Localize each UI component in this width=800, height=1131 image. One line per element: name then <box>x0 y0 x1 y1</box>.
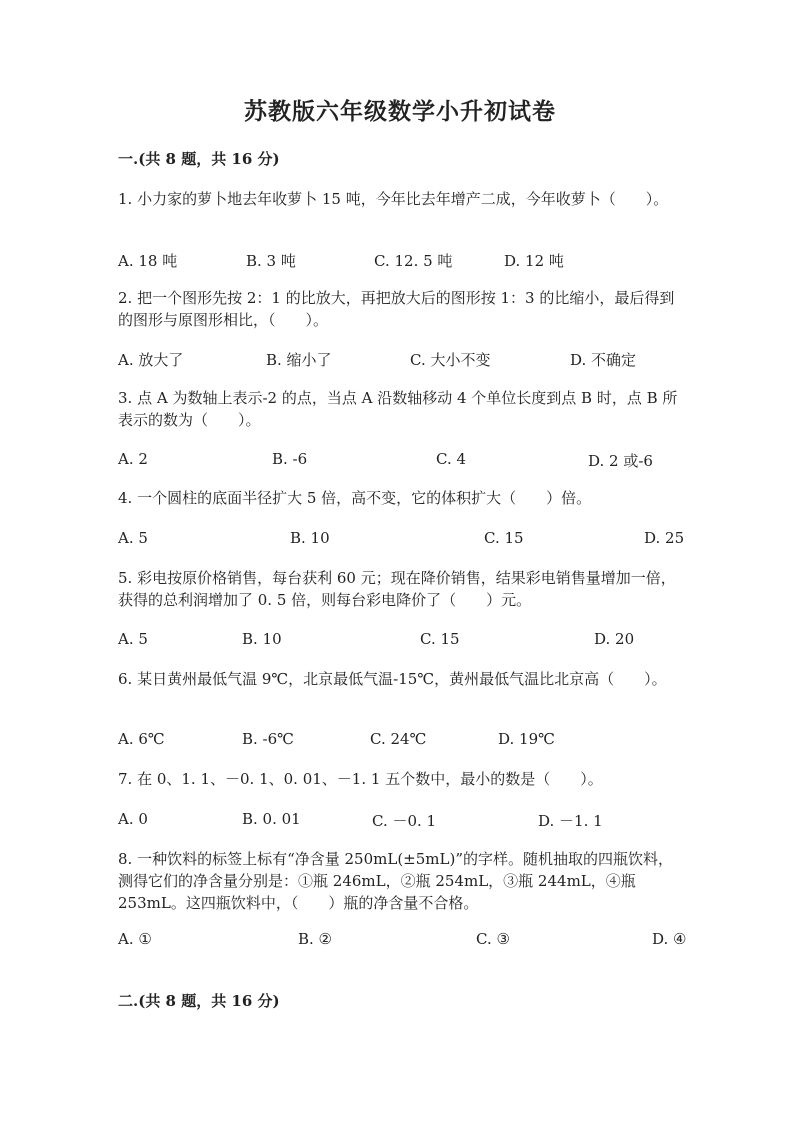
option-4a[interactable]: A. 5 <box>118 529 148 547</box>
question-1: 1. 小力家的萝卜地去年收萝卜 15 吨，今年比去年增产二成，今年收萝卜（ ）。 <box>118 190 669 208</box>
option-2c[interactable]: C. 大小不变 <box>410 351 491 369</box>
options-1 <box>118 250 678 272</box>
option-7c[interactable]: C. －0. 1 <box>372 812 437 830</box>
option-5c[interactable]: C. 15 <box>420 630 460 648</box>
option-1d[interactable]: D. 12 吨 <box>504 252 564 270</box>
option-6c[interactable]: C. 24℃ <box>370 730 427 748</box>
option-5d[interactable]: D. 20 <box>594 630 635 648</box>
option-6d[interactable]: D. 19℃ <box>498 730 555 748</box>
question-6: 6. 某日黄州最低气温 9℃，北京最低气温-15℃，黄州最低气温比北京高（ ）。 <box>118 670 667 688</box>
option-2b[interactable]: B. 缩小了 <box>266 351 332 369</box>
option-2a[interactable]: A. 放大了 <box>118 351 184 369</box>
options-4 <box>118 529 685 551</box>
options-7 <box>118 810 678 832</box>
question-3: 3. 点 A 为数轴上表示-2 的点，当点 A 沿数轴移动 4 个单位长度到点 B 时，点 B 所表示的数为（ ）。 <box>118 389 678 429</box>
option-4b[interactable]: B. 10 <box>290 529 330 547</box>
option-3b[interactable]: B. -6 <box>272 450 308 468</box>
question-7: 7. 在 0、1. 1、－0. 1、0. 01、－1. 1 五个数中，最小的数是（ ）。 <box>118 770 603 788</box>
option-8b[interactable]: B. ② <box>298 930 333 948</box>
options-3 <box>118 450 678 472</box>
option-6b[interactable]: B. -6℃ <box>242 730 294 748</box>
option-5a[interactable]: A. 5 <box>118 630 148 648</box>
options-5 <box>118 630 678 652</box>
option-8c[interactable]: C. ③ <box>476 930 510 948</box>
option-8a[interactable]: A. ① <box>118 930 152 948</box>
option-3a[interactable]: A. 2 <box>118 450 148 468</box>
option-3c[interactable]: C. 4 <box>436 450 467 468</box>
option-7a[interactable]: A. 0 <box>118 810 148 828</box>
option-1b[interactable]: B. 3 吨 <box>246 252 296 270</box>
question-4: 4. 一个圆柱的底面半径扩大 5 倍，高不变，它的体积扩大（ ）倍。 <box>118 489 592 507</box>
section-heading-1: 一.(共 8 题，共 16 分) <box>118 150 280 168</box>
options-8 <box>118 930 687 952</box>
option-2d[interactable]: D. 不确定 <box>570 351 637 369</box>
option-5b[interactable]: B. 10 <box>242 630 282 648</box>
page-title: 苏教版六年级数学小升初试卷 <box>244 98 556 125</box>
option-1c[interactable]: C. 12. 5 吨 <box>374 252 453 270</box>
question-2: 2. 把一个图形先按 2：1 的比放大，再把放大后的图形按 1：3 的比缩小，最后得到的图形与原图形相比，（ ）。 <box>118 289 675 329</box>
option-8d[interactable]: D. ④ <box>652 930 687 948</box>
option-7d[interactable]: D. －1. 1 <box>538 812 603 830</box>
option-4c[interactable]: C. 15 <box>484 529 524 547</box>
options-6 <box>118 730 678 752</box>
question-8: 8. 一种饮料的标签上标有“净含量 250mL(±5mL)”的字样。随机抽取的四瓶饮料，测得它们的净含量分别是：①瓶 246mL，②瓶 254mL，③瓶 244mL，④瓶 253mL。这四瓶饮料中，（ ）瓶的净含量不合格。 <box>118 850 674 912</box>
question-5: 5. 彩电按原价格销售，每台获利 60 元；现在降价销售，结果彩电销售量增加一倍，获得的总利润增加了 0. 5 倍，则每台彩电降价了（ ）元。 <box>118 569 676 609</box>
option-6a[interactable]: A. 6℃ <box>118 730 165 748</box>
section-heading-2: 二.(共 8 题，共 16 分) <box>118 992 280 1010</box>
options-2 <box>118 349 678 371</box>
option-4d[interactable]: D. 25 <box>644 529 685 547</box>
option-1a[interactable]: A. 18 吨 <box>118 252 178 270</box>
option-7b[interactable]: B. 0. 01 <box>242 810 301 828</box>
option-3d[interactable]: D. 2 或-6 <box>588 452 653 470</box>
